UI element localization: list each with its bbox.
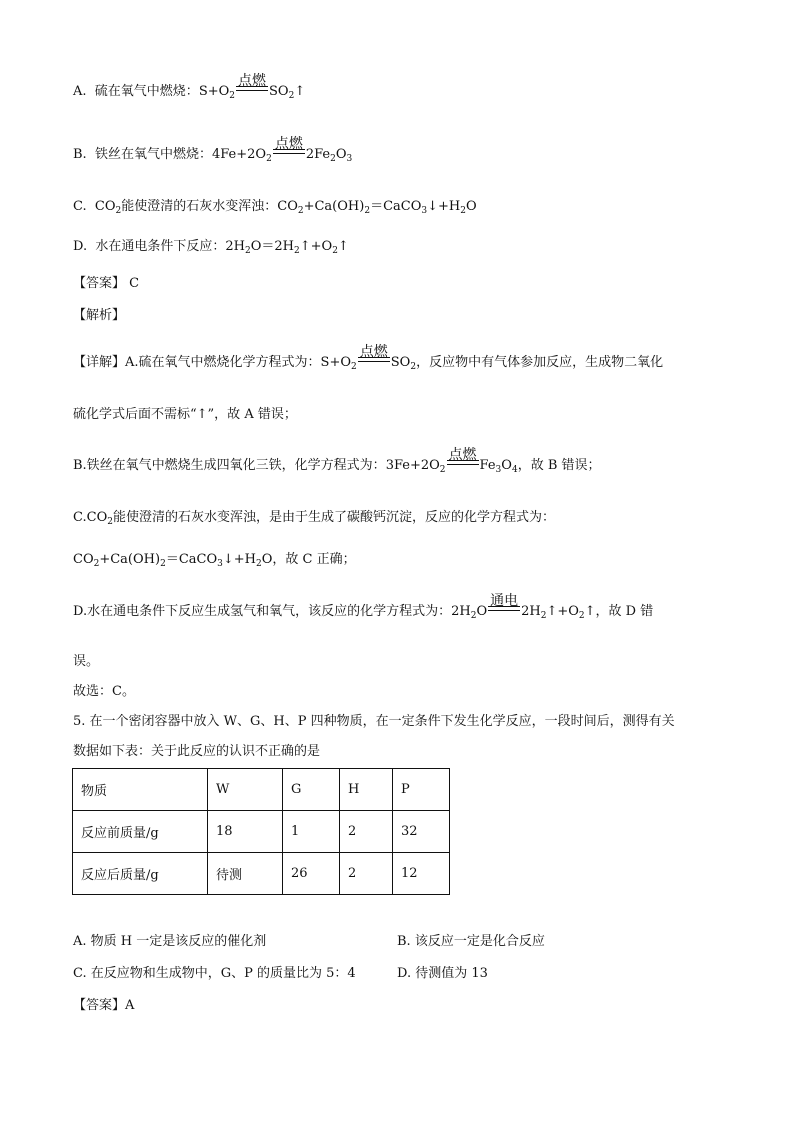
equation: $CO_2+Ca(OH)_2=CaCO_3↓+H_2O$: [73, 552, 273, 569]
table-cell: 反应前质量/g: [73, 811, 208, 853]
table-cell: W: [208, 769, 283, 811]
detail-a-line2: 硫化学式后面不需标“↑”，故 A 错误；: [73, 407, 297, 422]
detail-b: B.铁丝在氧气中燃烧生成四氧化三铁，化学方程式为：$3Fe+2O_2$ 点燃 $Fe_3O_4$，故 B 错误；: [73, 447, 601, 475]
q4-option-b: B. 铁丝在氧气中燃烧：$4Fe+2O_2$ 点燃 $2Fe_2O_3$: [73, 136, 353, 164]
q5-stem-line2: 数据如下表：关于此反应的认识不正确的是: [73, 744, 321, 759]
q4-answer: 【答案】 C: [73, 276, 140, 291]
detail-d-line2: 误。: [73, 654, 100, 669]
q5-answer: 【答案】A: [73, 998, 135, 1013]
table-cell: 18: [208, 811, 283, 853]
q4-option-c: C. $CO_2$能使澄清的石灰水变浑浊：$CO_2+Ca(OH)_2=CaCO_3↓+H_2O$: [73, 199, 477, 216]
table-cell: 2: [340, 811, 393, 853]
table-row: [73, 811, 450, 853]
equation: $CO_2+Ca(OH)_2=CaCO_3↓+H_2O$: [277, 199, 477, 216]
q5-stem-line1: 5. 在一个密闭容器中放入 W、G、H、P 四种物质，在一定条件下发生化学反应，一段时间后，测得有关: [73, 714, 675, 729]
table-cell: 26: [283, 853, 340, 895]
equation: $4Fe+2O_2$ 点燃 $2Fe_2O_3$: [211, 136, 353, 164]
equation: $2H_2O=2H_2↑+O_2↑$: [225, 239, 349, 256]
q4-option-d: D. 水在通电条件下反应：$2H_2O=2H_2↑+O_2↑$: [73, 239, 349, 256]
table-cell: 1: [283, 811, 340, 853]
detail-choice: 故选：C。: [73, 684, 135, 699]
table-row: [73, 769, 450, 811]
table-cell: 物质: [73, 769, 208, 811]
q5-option-d: D. 待测值为 13: [397, 966, 488, 981]
detail-a-line1: 【详解】A.硫在氧气中燃烧化学方程式为：$S+O_2$ 点燃 $SO_2$，反应物中有气体参加反应，生成物二氧化: [73, 344, 664, 372]
table-row: [73, 853, 450, 895]
q5-option-b: B. 该反应一定是化合反应: [397, 934, 545, 949]
equation: $2H_2O$ 通电 $2H_2↑+O_2↑$: [451, 593, 596, 621]
table-cell: 32: [393, 811, 450, 853]
table-cell: 12: [393, 853, 450, 895]
data-table: [72, 768, 450, 895]
table-cell: 2: [340, 853, 393, 895]
table-cell: 待测: [208, 853, 283, 895]
equation: $S+O_2$ 点燃 $SO_2$: [320, 344, 417, 372]
equation: $3Fe+2O_2$ 点燃 $Fe_3O_4$: [385, 447, 518, 475]
detail-c-line2: $CO_2+Ca(OH)_2=CaCO_3↓+H_2O$，故 C 正确；: [73, 552, 356, 569]
detail-c-line1: $C.CO_2$能使澄清的石灰水变浑浊，是由于生成了碳酸钙沉淀，反应的化学方程式为：: [73, 510, 555, 527]
q5-option-c: C. 在反应物和生成物中，G、P 的质量比为 5：4: [73, 966, 356, 981]
detail-d-line1: D.水在通电条件下反应生成氢气和氧气，该反应的化学方程式为：$2H_2O$ 通电 $2H_2↑+O_2↑$，故 D 错: [73, 593, 654, 621]
table-cell: H: [340, 769, 393, 811]
table-cell: 反应后质量/g: [73, 853, 208, 895]
q4-analysis-tag: 【解析】: [73, 308, 126, 323]
q4-option-a: A. 硫在氧气中燃烧：$S+O_2$ 点燃 $SO_2↑$: [73, 73, 306, 101]
q5-option-a: A. 物质 H 一定是该反应的催化剂: [73, 934, 267, 949]
equation: $S+O_2$ 点燃 $SO_2↑$: [198, 73, 306, 101]
table-cell: P: [393, 769, 450, 811]
table-cell: G: [283, 769, 340, 811]
